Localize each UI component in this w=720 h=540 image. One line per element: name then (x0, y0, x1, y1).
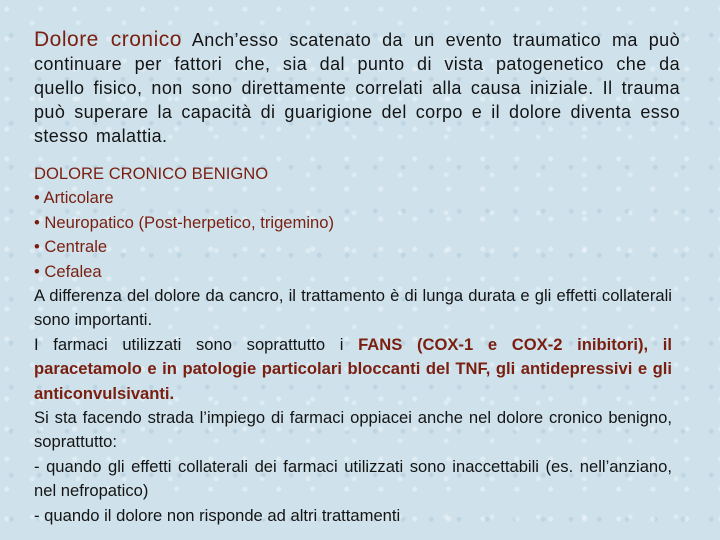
paragraph-side-effects: - quando gli effetti collaterali dei farmaci utilizzati sono inaccettabili (es. nell’anziano, nel nefropatico) (34, 456, 672, 501)
list-item-neuropatico: • Neuropatico (Post-herpetico, trigemino) (34, 212, 335, 232)
slide-title: Dolore cronico (34, 28, 182, 51)
list-item-centrale: • Centrale (34, 237, 108, 257)
list-item-articolare: • Articolare (34, 188, 114, 208)
slide-body (34, 162, 672, 528)
intro-text: Anch’esso scatenato da un evento traumatico ma può continuare per fattori che, sia dal punto di vista patogenetico che da quello fisico, non sono direttamente correlati alla causa iniziale. Il trauma può superare la capacità di guarigione del corpo e il dolore diventa esso stesso malattia. (34, 30, 680, 146)
drugs-prefix: I farmaci utilizzati sono soprattutto i (34, 334, 359, 354)
paragraph-no-response: - quando il dolore non risponde ad altri trattamenti (34, 505, 401, 525)
paragraph-opioids: Si sta facendo strada l’impiego di farmaci oppiacei anche nel dolore cronico benigno, soprattutto: (34, 408, 672, 452)
intro-paragraph (34, 28, 680, 148)
list-item-cefalea: • Cefalea (34, 261, 102, 281)
drugs-highlight: FANS (COX-1 e COX-2 inibitori), il paracetamolo e in patologie particolari bloccanti del TNF, gli antidepressivi e gli anticonvulsivanti. (34, 334, 672, 403)
paragraph-drugs (34, 333, 672, 406)
paragraph-treatment: A differenza del dolore da cancro, il trattamento è di lunga durata e gli effetti collaterali sono importanti. (34, 286, 672, 330)
benign-heading: DOLORE CRONICO BENIGNO (34, 164, 269, 183)
